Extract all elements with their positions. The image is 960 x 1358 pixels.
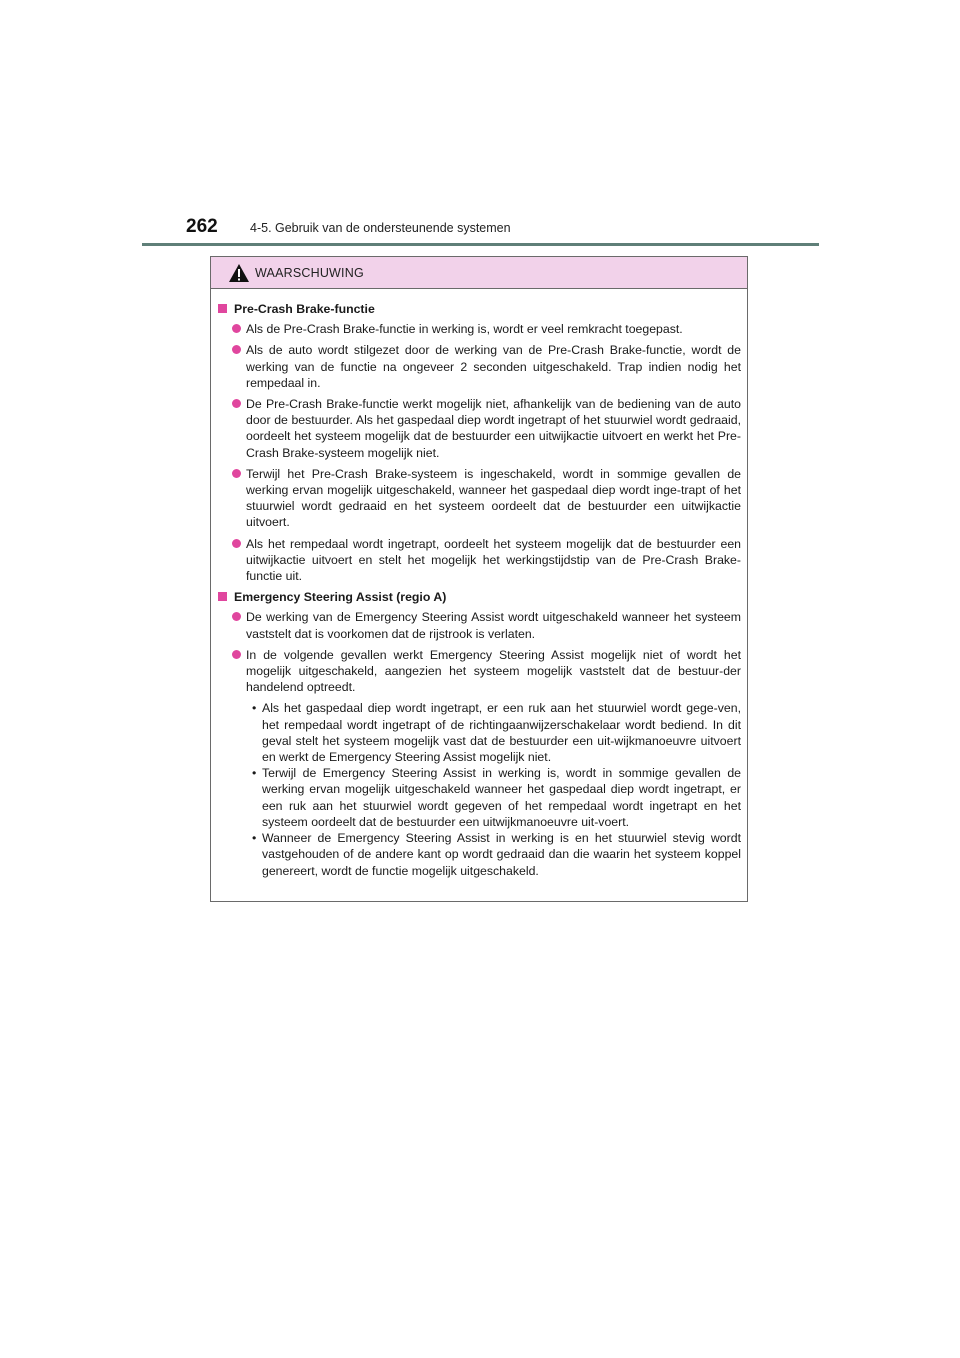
item-text: Als het rempedaal wordt ingetrapt, oordeelt het systeem mogelijk dat de bestuurder een uitwijkactie uitvoert en stelt het mogelijk het werkingstijdstip van de Pre-Crash Brake-functie uit. bbox=[246, 536, 741, 584]
circle-bullet-icon bbox=[232, 324, 241, 333]
section-heading-pre-crash bbox=[216, 301, 741, 317]
bullet-glyph: • bbox=[252, 701, 257, 716]
circle-bullet-icon bbox=[232, 345, 241, 354]
item-text: Als de auto wordt stilgezet door de werking van de Pre-Crash Brake-functie, wordt de werking van de functie na ongeveer 2 seconden uitgeschakeld. Trap indien nodig het rempedaal in. bbox=[246, 343, 741, 390]
list-item bbox=[216, 396, 741, 461]
sub-list-item bbox=[216, 765, 741, 830]
heading-text: Pre-Crash Brake-functie bbox=[234, 302, 375, 316]
list-item bbox=[216, 342, 741, 391]
circle-bullet-icon bbox=[232, 612, 241, 621]
sub-list-item bbox=[216, 830, 741, 879]
circle-bullet-icon bbox=[232, 399, 241, 408]
warning-box bbox=[210, 256, 748, 902]
section-title: 4-5. Gebruik van de ondersteunende systemen bbox=[250, 221, 511, 235]
list-item bbox=[216, 647, 741, 696]
list-item bbox=[216, 536, 741, 585]
list-item bbox=[216, 609, 741, 641]
page-number: 262 bbox=[186, 216, 218, 237]
bullet-glyph: • bbox=[252, 831, 257, 846]
sub-list-item bbox=[216, 700, 741, 765]
subitem-text: Wanneer de Emergency Steering Assist in werking is en het stuurwiel stevig wordt vastgehouden of de andere kant op wordt gedraaid dan die waarin het systeem koppel genereert, wordt de functie mogelijk uitgeschakeld. bbox=[262, 831, 741, 878]
list-item bbox=[216, 321, 741, 337]
header-rule bbox=[142, 243, 819, 246]
bullet-glyph: • bbox=[252, 766, 257, 781]
warning-body bbox=[211, 289, 747, 879]
subitem-text: Terwijl de Emergency Steering Assist in werking is, wordt in sommige gevallen de werking ervan mogelijk uitgeschakeld wanneer het gaspedaal diep wordt ingetrapt, er een ruk aan het stuurwiel wordt gegeven of het rempedaal wordt ingetrapt en het systeem oordeelt dat de bestuurder een uitwijkmanoeuvre uit-voert. bbox=[262, 766, 741, 829]
circle-bullet-icon bbox=[232, 469, 241, 478]
square-bullet-icon bbox=[218, 592, 227, 601]
item-text: In de volgende gevallen werkt Emergency Steering Assist mogelijk niet of wordt het mogelijk uitgeschakeld, aangezien het systeem mogelijk vaststelt dat de bestuur-der handelend optreedt. bbox=[246, 647, 741, 695]
section-heading-emergency-steering bbox=[216, 589, 741, 605]
warning-title: WAARSCHUWING bbox=[255, 266, 364, 280]
warning-triangle-icon bbox=[228, 263, 250, 283]
circle-bullet-icon bbox=[232, 539, 241, 548]
circle-bullet-icon bbox=[232, 650, 241, 659]
item-text: De werking van de Emergency Steering Assist wordt uitgeschakeld wanneer het systeem vaststelt dat is voorkomen dat de rijstrook is verlaten. bbox=[246, 610, 741, 641]
item-text: Terwijl het Pre-Crash Brake-systeem is ingeschakeld, wordt in sommige gevallen de werking ervan mogelijk uitgeschakeld, wanneer het gaspedaal diep wordt inge-trapt of het stuurwiel wordt gedraaid en het systeem oordeelt dat de bestuurder een uitwijkactie uitvoert. bbox=[246, 466, 741, 530]
heading-text: Emergency Steering Assist (regio A) bbox=[234, 590, 447, 605]
subitem-text: Als het gaspedaal diep wordt ingetrapt, er een ruk aan het stuurwiel wordt gege-ven, het rempedaal wordt ingetrapt of de richtingaanwijzerschakelaar wordt bediend. In dit geval stelt het systeem mogelijk vast dat de bestuurder een uit-wijkmanoeuvre uitvoert en werkt de Emergency Steering Assist mogelijk niet. bbox=[262, 701, 741, 765]
warning-header bbox=[211, 257, 747, 289]
item-text: Als de Pre-Crash Brake-functie in werking is, wordt er veel remkracht toegepast. bbox=[246, 322, 683, 337]
item-text: De Pre-Crash Brake-functie werkt mogelijk niet, afhankelijk van de bediening van de auto door de bestuurder. Als het gaspedaal diep wordt ingetrapt of het stuurwiel wordt gedraaid, oordeelt het systeem mogelijk dat de bestuurder een uitwijkactie uitvoert en werkt het Pre-Crash Brake-systeem mogelijk niet. bbox=[246, 397, 741, 460]
square-bullet-icon bbox=[218, 304, 227, 313]
list-item bbox=[216, 466, 741, 531]
